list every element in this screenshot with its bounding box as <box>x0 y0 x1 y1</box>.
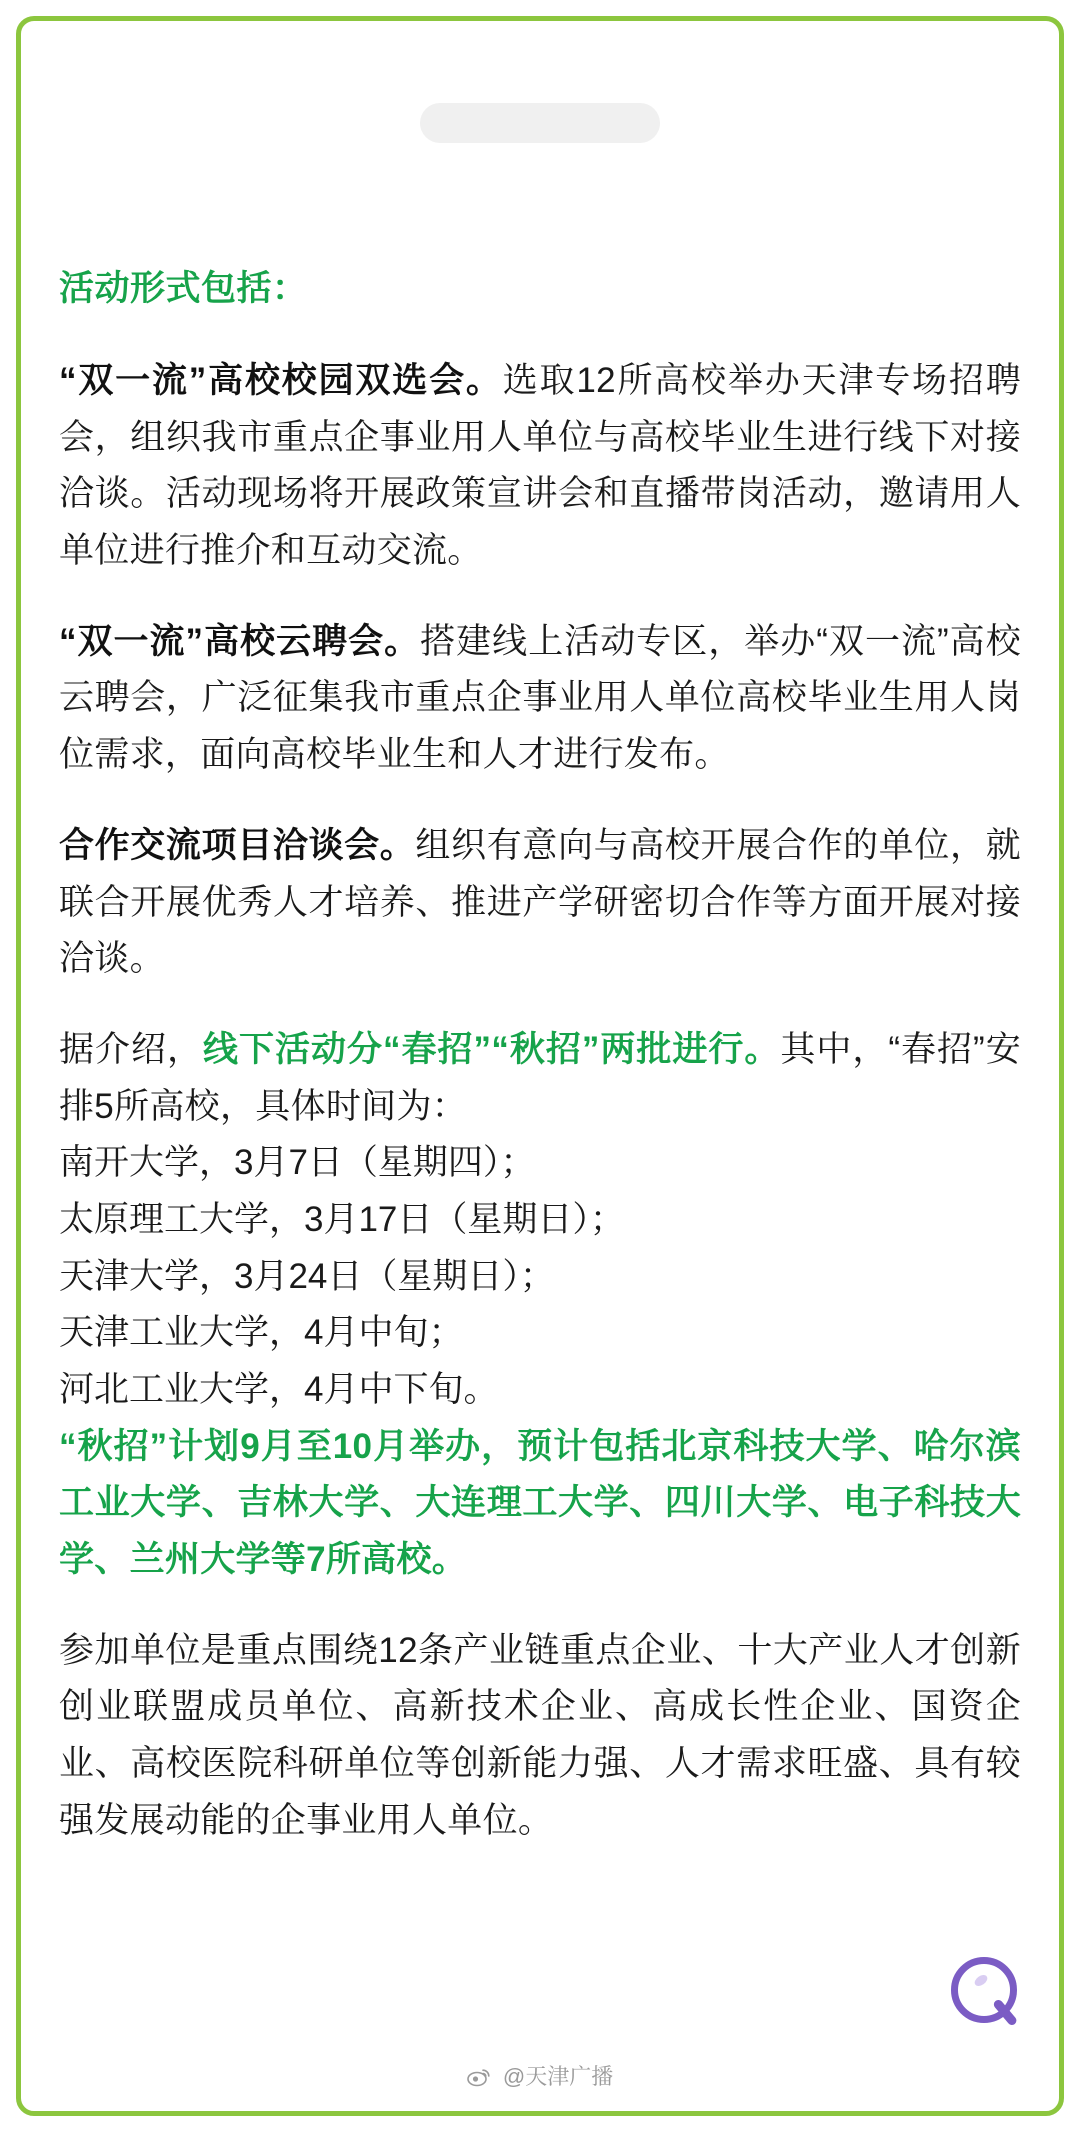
list-item: 天津工业大学，4月中旬； <box>59 1313 464 1353</box>
paragraph-body: 选取12所高校举办天津专场招聘会，组织我市重点企事业用人单位与高校毕业生进行线下对接洽谈。活动现场将开展政策宣讲会和直播带岗活动，邀请用人单位进行推介和互动交流。 <box>59 361 1021 571</box>
footer-account-name: @天津广播 <box>502 2064 614 2089</box>
list-item: 天津大学，3月24日（星期日）； <box>59 1256 555 1296</box>
paragraph-campus-fair <box>59 353 1021 580</box>
schedule-intro-prefix: 据介绍， <box>59 1029 204 1069</box>
paragraph-lead: “双一流”高校校园双选会。 <box>59 361 503 400</box>
list-item: 南开大学，3月7日（星期四）； <box>59 1143 536 1183</box>
paragraph-autumn-note: “秋招”计划9月至10月举办，预计包括北京科技大学、哈尔滨工业大学、吉林大学、大连理工大学、四川大学、电子科技大学、兰州大学等7所高校。 <box>59 1426 1021 1580</box>
paragraph-cloud-fair <box>59 614 1021 784</box>
article-card <box>16 16 1064 2116</box>
list-item: 河北工业大学，4月中下旬。 <box>59 1370 499 1409</box>
paragraph-lead: 合作交流项目洽谈会。 <box>59 825 416 865</box>
spring-schedule-list <box>59 1135 1021 1418</box>
article-content <box>59 261 1021 2021</box>
paragraph-participating-units: 参加单位是重点围绕12条产业链重点企业、十大产业人才创新创业联盟成员单位、高新技术企业、高成长性企业、国资企业、高校医院科研单位等创新能力强、人才需求旺盛、具有较强发展动能的企事业用人单位。 <box>59 1630 1021 1840</box>
top-notch-placeholder <box>420 103 660 143</box>
paragraph-schedule-intro <box>59 1022 1021 1135</box>
list-item: 太原理工大学，3月17日（星期日）； <box>59 1199 625 1239</box>
paragraph-body: 搭建线上活动专区，举办“双一流”高校云聘会，广泛征集我市重点企事业用人单位高校毕业生用人岗位需求，面向高校毕业生和人才进行发布。 <box>59 621 1021 775</box>
paragraph-cooperation-meeting <box>59 818 1021 988</box>
schedule-intro-suffix: 其中，“春招”安排5所高校，具体时间为： <box>59 1029 1022 1126</box>
footer-watermark <box>21 2060 1059 2093</box>
paragraph-body: 组织有意向与高校开展合作的单位，就联合开展优秀人才培养、推进产学研密切合作等方面开展对接洽谈。 <box>59 825 1021 979</box>
paragraph-lead: “双一流”高校云聘会。 <box>59 621 421 661</box>
section-title: 活动形式包括： <box>59 269 308 308</box>
weibo-icon <box>467 2067 491 2093</box>
schedule-intro-highlight: 线下活动分“春招”“秋招”两批进行。 <box>203 1029 781 1069</box>
magnifier-flare <box>973 1973 990 1988</box>
magnifier-icon <box>945 1953 1023 2039</box>
